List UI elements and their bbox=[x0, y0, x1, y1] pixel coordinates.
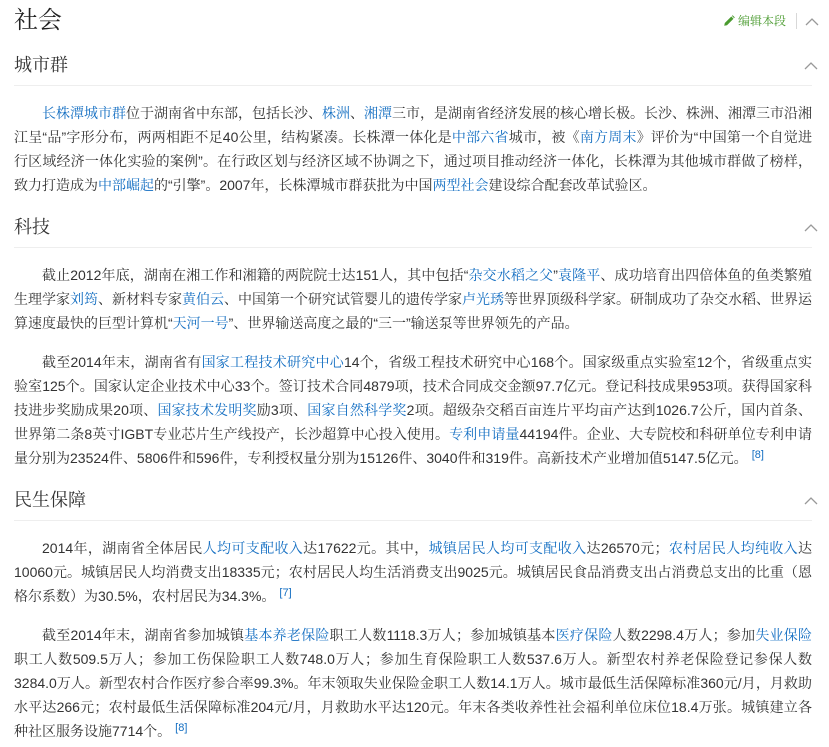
paragraph-text: 14个，省级工程技术研究中心168个。国家级重点实验室12个，省级重点实验室125个。国家认定企业技术中心33个。签订技术合同4879项，技术合同成交金额97.7亿元。登记科技成果953项。获得国家科技进步奖励成果20项、 bbox=[14, 354, 812, 418]
paragraph-text: 、新材料专家 bbox=[98, 291, 182, 307]
paragraph-text: 职工人数1118.3万人；参加城镇基本 bbox=[329, 627, 556, 643]
link-southern-weekly[interactable]: 南方周末 bbox=[579, 129, 637, 145]
paragraph-text: 的“引擎”。2007年，长株潭城市群获批为中国 bbox=[154, 177, 433, 193]
paragraph-text: 截止2012年底，湖南在湘工作和湘籍的两院院士达151人，其中包括“ bbox=[42, 267, 469, 283]
link-medical-insurance[interactable]: 医疗保险 bbox=[555, 627, 613, 643]
paragraph-text: 建设综合配套改革试验区。 bbox=[488, 177, 657, 193]
link-national-natural-science-award[interactable]: 国家自然科学奖 bbox=[307, 402, 407, 418]
paragraph-text: 三市，是湖南省经济发展的核心增长极。长沙、株洲、湘潭三市沿湘江呈“品”字形分布，两两相距不足40公里，结构紧凑。长株潭一体化是 bbox=[14, 105, 812, 145]
section-toolbar bbox=[723, 11, 819, 31]
paragraph bbox=[14, 623, 812, 743]
link-huang-boyun[interactable]: 黄伯云 bbox=[182, 291, 224, 307]
link-per-capita-disposable-income[interactable]: 人均可支配收入 bbox=[202, 540, 304, 556]
link-yuan-longping[interactable]: 袁隆平 bbox=[557, 267, 601, 283]
paragraph-text: ”、世界输送高度之最的“三一”输送泵等世界领先的产品。 bbox=[228, 315, 579, 331]
paragraph-text: 人数2298.4万人；参加 bbox=[612, 627, 756, 643]
collapse-button[interactable] bbox=[804, 496, 818, 505]
link-two-oriented-society[interactable]: 两型社会 bbox=[432, 177, 489, 193]
paragraph bbox=[14, 263, 812, 335]
paragraph-text: 截至2014年末，湖南省参加城镇 bbox=[42, 627, 245, 643]
section-heading-text: 城市群 bbox=[14, 55, 68, 75]
paragraph-text: 位于湖南省中东部，包括长沙、 bbox=[126, 105, 322, 121]
paragraph-text: 》评价为“中国第一个自觉进行区域经济一体化实验的案例”。在行政区划与经济区域不协调之下，通过项目推动经济一体化，长株潭为其他城市群做了榜样，致力打造成为 bbox=[14, 129, 812, 193]
paragraph-text: 2014年，湖南省全体居民 bbox=[42, 540, 203, 556]
link-urban-per-capita-disposable-income[interactable]: 城镇居民人均可支配收入 bbox=[428, 540, 587, 556]
edit-section-label: 编辑本段 bbox=[737, 14, 786, 28]
section-heading-city-cluster bbox=[14, 45, 812, 86]
link-patent-applications[interactable]: 专利申请量 bbox=[449, 426, 520, 442]
paragraph-text: 达26570元； bbox=[586, 540, 669, 556]
paragraph-text: 达10060元。城镇居民人均消费支出18335元；农村居民人均生活消费支出9025元。城镇居民食品消费支出占消费总支出的比重（恩格尔系数）为30.5%，农村居民为34.3%。 bbox=[14, 540, 813, 604]
link-lu-guangxiu[interactable]: 卢光琇 bbox=[462, 291, 504, 307]
paragraph-text: 励3项、 bbox=[256, 402, 308, 418]
paragraph-text: 截至2014年末，湖南省有 bbox=[42, 354, 202, 370]
link-tianhe-1[interactable]: 天河一号 bbox=[172, 315, 229, 331]
link-rise-of-central-china[interactable]: 中部崛起 bbox=[98, 177, 154, 193]
pencil-icon bbox=[723, 15, 735, 27]
edit-section-button[interactable] bbox=[723, 11, 786, 31]
paragraph bbox=[14, 536, 812, 608]
paragraph-text: 、中国第一个研究试管婴儿的遗传学家 bbox=[224, 291, 462, 307]
page-title: 社会 bbox=[14, 7, 62, 34]
paragraph-text: 等世界顶级科学家。研制成功了杂交水稻、世界运算速度最快的巨型计算机“ bbox=[14, 291, 812, 331]
paragraph bbox=[14, 350, 812, 470]
section-title-row bbox=[14, 0, 812, 42]
collapse-button[interactable] bbox=[804, 61, 818, 70]
link-six-central-provinces[interactable]: 中部六省 bbox=[451, 129, 509, 145]
citation-8[interactable]: [8] bbox=[175, 722, 188, 734]
paragraph-text: 达17622元。其中， bbox=[303, 540, 429, 556]
link-zhuzhou[interactable]: 株洲 bbox=[322, 105, 350, 121]
link-liu-jun[interactable]: 刘筠 bbox=[70, 291, 98, 307]
chevron-up-icon bbox=[804, 223, 818, 232]
chevron-up-icon bbox=[804, 61, 818, 70]
collapse-button[interactable] bbox=[805, 17, 819, 26]
chevron-up-icon bbox=[804, 496, 818, 505]
citation-7[interactable]: [7] bbox=[279, 587, 292, 599]
link-father-of-hybrid-rice[interactable]: 杂交水稻之父 bbox=[468, 267, 554, 283]
paragraph-text: ” bbox=[553, 267, 558, 283]
paragraph-text: 职工人数509.5万人；参加工伤保险职工人数748.0万人；参加生育保险职工人数537.6万人。新型农村养老保险登记参保人数3284.0万人。新型农村合作医疗参合率99.3%。年末领取失业保险金职工人数14.1万人。城市最低生活保障标准360元/月，月救助水平达266元；农村最低生活保障标准204元/月，月救助水平达120元。年末各类收养性社会福利单位床位18.4万张。城镇建立各种社区服务设施7714个。 bbox=[14, 651, 812, 739]
section-heading-text: 科技 bbox=[14, 217, 50, 237]
paragraph-text: 、 bbox=[350, 105, 364, 121]
section-heading-technology bbox=[14, 207, 812, 248]
link-basic-pension-insurance[interactable]: 基本养老保险 bbox=[244, 627, 330, 643]
citation-8[interactable]: [8] bbox=[751, 449, 764, 461]
paragraph-text: 、成功培育出四倍体鱼的鱼类繁殖生理学家 bbox=[14, 267, 813, 307]
link-xiangtan[interactable]: 湘潭 bbox=[364, 105, 392, 121]
toolbar-divider bbox=[796, 13, 797, 29]
link-changzhutan-city-cluster[interactable]: 长株潭城市群 bbox=[42, 105, 126, 121]
paragraph-text: 城市，被《 bbox=[508, 129, 580, 145]
link-rural-per-capita-net-income[interactable]: 农村居民人均纯收入 bbox=[668, 540, 799, 556]
paragraph bbox=[14, 101, 812, 197]
chevron-up-icon bbox=[805, 17, 819, 26]
link-national-technological-invention-award[interactable]: 国家技术发明奖 bbox=[157, 402, 257, 418]
collapse-button[interactable] bbox=[804, 223, 818, 232]
link-unemployment-insurance[interactable]: 失业保险 bbox=[755, 627, 813, 643]
paragraph-text: 44194件。企业、大专院校和科研单位专利申请量分别为23524件、5806件和596件，专利授权量分别为15126件、3040件和319件。高新技术产业增加值5147.5亿元。 bbox=[14, 426, 812, 466]
section-heading-livelihood bbox=[14, 480, 812, 521]
link-national-engineering-research-center[interactable]: 国家工程技术研究中心 bbox=[201, 354, 344, 370]
section-heading-text: 民生保障 bbox=[14, 490, 86, 510]
paragraph-text: 2项。超级杂交稻百亩连片平均亩产达到1026.7公斤，国内首条、世界第二条8英寸IGBT专业芯片生产线投产，长沙超算中心投入使用。 bbox=[14, 402, 813, 442]
